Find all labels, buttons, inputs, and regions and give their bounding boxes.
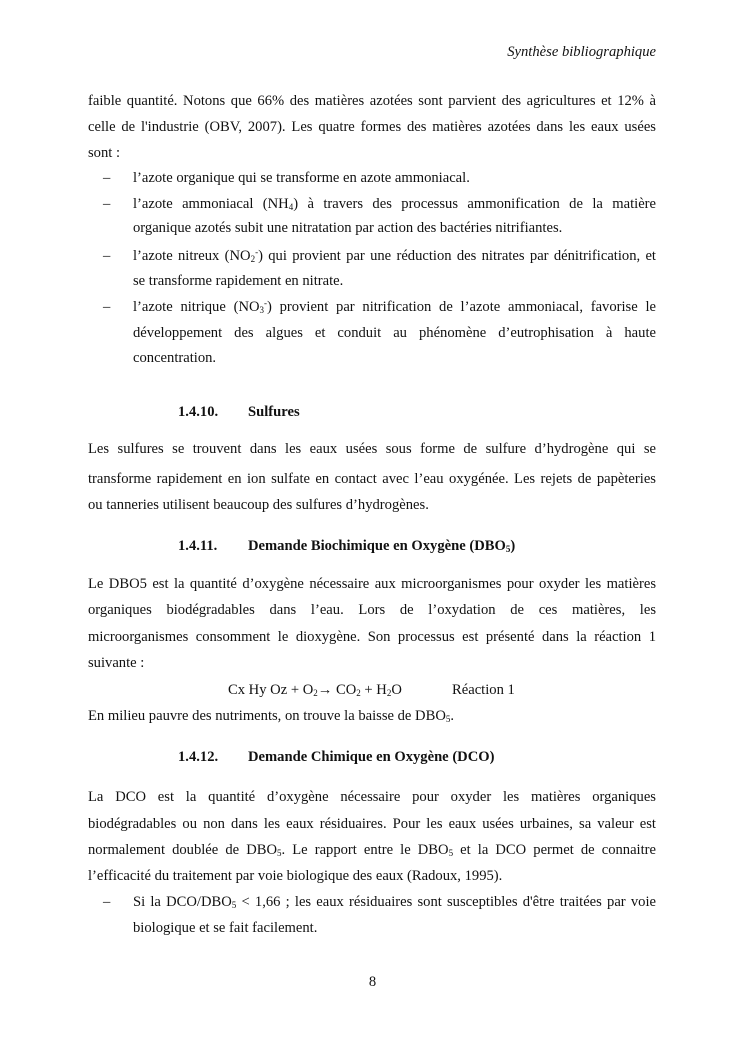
subscript: 5 bbox=[231, 900, 237, 910]
list-bullet: – bbox=[103, 299, 111, 315]
text: Cx Hy Oz + O bbox=[228, 682, 314, 698]
text: ) bbox=[510, 538, 516, 554]
list-bullet: – bbox=[103, 894, 111, 910]
list-item bbox=[133, 194, 656, 214]
text-line: biodégradables ou non dans les eaux résiduaires. Pour les eaux usées urbaines, sa valeur est bbox=[88, 816, 656, 832]
text: normalement doublée de DBO bbox=[88, 842, 278, 858]
text-line bbox=[88, 840, 656, 860]
list-item-cont: développement des algues et conduit au phénomène d’eutrophisation à haute bbox=[133, 325, 656, 341]
reaction-label: Réaction 1 bbox=[452, 682, 515, 698]
superscript: - bbox=[255, 247, 259, 257]
section-title: Demande Chimique en Oxygène (DCO) bbox=[248, 749, 495, 765]
text: l’azote nitrique (NO bbox=[133, 299, 260, 315]
text-line: transforme rapidement en ion sulfate en contact avec l’eau oxygénée. Les rejets de papèteries bbox=[88, 471, 656, 487]
text-line: l’efficacité du traitement par voie biologique des eaux (Radoux, 1995). bbox=[88, 868, 503, 884]
reaction-equation bbox=[228, 680, 402, 700]
subscript: 2 bbox=[250, 254, 256, 264]
subscript: 2 bbox=[313, 688, 318, 698]
text-line: organiques biodégradables dans l’eau. Lors de l’oxydation de ces matières, les bbox=[88, 602, 656, 618]
text-line: Les sulfures se trouvent dans les eaux usées sous forme de sulfure d’hydrogène qui se bbox=[88, 441, 656, 457]
text: Demande Biochimique en Oxygène (DBO bbox=[248, 538, 506, 554]
text-line bbox=[88, 706, 656, 726]
list-item bbox=[133, 246, 656, 266]
text-line: celle de l'industrie (OBV, 2007). Les quatre formes des matières azotées dans les eaux usées bbox=[88, 119, 656, 135]
list-item bbox=[133, 892, 656, 912]
list-bullet: – bbox=[103, 170, 111, 186]
list-item-cont: se transforme rapidement en nitrate. bbox=[133, 273, 344, 289]
text-line: faible quantité. Notons que 66% des matières azotées sont parvient des agricultures et 12% à bbox=[88, 93, 656, 109]
subscript: 3 bbox=[259, 305, 265, 315]
text: ) à travers des processus ammonification de la matière bbox=[293, 196, 657, 212]
text: O bbox=[391, 682, 402, 698]
text: < 1,66 ; les eaux résiduaires sont susceptibles d'être traitées par voie bbox=[236, 894, 656, 910]
page-number: 8 bbox=[368, 974, 377, 990]
text: l’azote nitreux (NO bbox=[133, 248, 251, 264]
text-line: Le DBO5 est la quantité d’oxygène nécessaire aux microorganismes pour oxyder les matières bbox=[88, 576, 656, 592]
section-number: 1.4.11. bbox=[178, 538, 218, 554]
text-line: microorganismes consomment le dioxygène. Son processus est présenté dans la réaction 1 bbox=[88, 629, 656, 645]
text: et la DCO permet de connaitre bbox=[453, 842, 657, 858]
text-line: suivante : bbox=[88, 655, 145, 671]
list-item: l’azote organique qui se transforme en azote ammoniacal. bbox=[133, 170, 470, 186]
list-item-cont: organique azotés subit une nitratation par action des bactéries nitrifiantes. bbox=[133, 220, 563, 236]
text: . Le rapport entre le DBO bbox=[281, 842, 449, 858]
text: ) provient par nitrification de l’azote ammoniacal, favorise le bbox=[267, 299, 656, 315]
text-line: ou tanneries utilisent beaucoup des sulfures d’hydrogènes. bbox=[88, 497, 429, 513]
list-bullet: – bbox=[103, 248, 111, 264]
section-title: Sulfures bbox=[248, 404, 300, 420]
list-item bbox=[133, 297, 656, 317]
list-item-cont: concentration. bbox=[133, 350, 217, 366]
text: + H bbox=[360, 682, 387, 698]
subscript: 2 bbox=[356, 688, 361, 698]
subscript: 5 bbox=[505, 544, 511, 554]
text: En milieu pauvre des nutriments, on trouve la baisse de DBO bbox=[88, 708, 446, 724]
list-item-cont: biologique et se fait facilement. bbox=[133, 920, 318, 936]
text: Si la DCO/DBO bbox=[133, 894, 232, 910]
text: l’azote ammoniacal (NH bbox=[133, 196, 289, 212]
superscript: - bbox=[264, 298, 268, 308]
text-line: La DCO est la quantité d’oxygène nécessaire pour oxyder les matières organiques bbox=[88, 789, 656, 805]
text: → CO bbox=[317, 682, 357, 698]
text: . bbox=[450, 708, 455, 724]
subscript: 5 bbox=[448, 848, 454, 858]
section-number: 1.4.10. bbox=[178, 404, 219, 420]
running-header: Synthèse bibliographique bbox=[507, 44, 656, 60]
list-bullet: – bbox=[103, 196, 111, 212]
subscript: 5 bbox=[445, 714, 451, 724]
section-number: 1.4.12. bbox=[178, 749, 219, 765]
section-title bbox=[248, 536, 515, 556]
subscript: 5 bbox=[277, 848, 282, 858]
subscript: 4 bbox=[288, 202, 294, 212]
text-line: sont : bbox=[88, 145, 121, 161]
text: ) qui provient par une réduction des nitrates par dénitrification, et bbox=[258, 248, 656, 264]
subscript: 2 bbox=[386, 688, 392, 698]
